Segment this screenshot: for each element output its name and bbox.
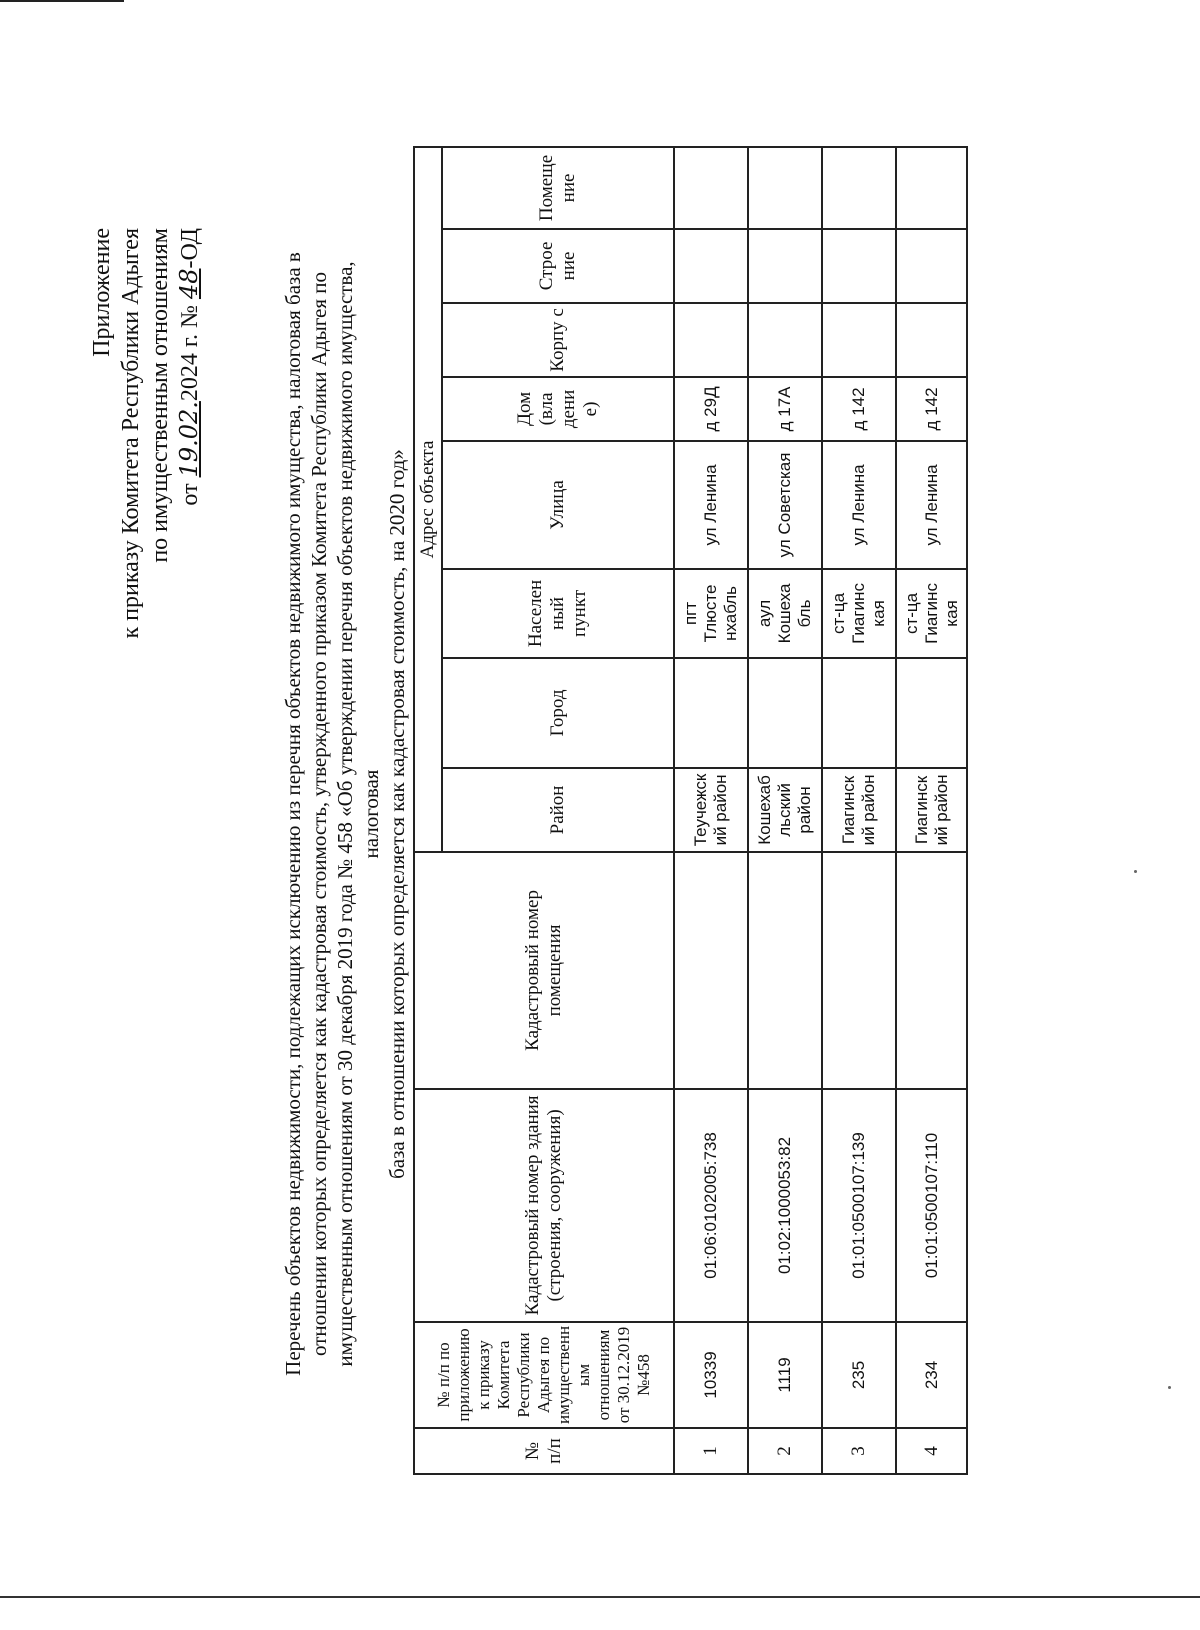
property-table	[413, 146, 968, 1475]
header-row-top	[414, 147, 442, 1474]
cell-cadastral-premises	[896, 852, 967, 1089]
cell-cadastral-building: 01:06:0102005:738	[674, 1089, 748, 1322]
cell-house: д 29Д	[674, 377, 748, 441]
cell-house: д 17А	[748, 377, 822, 441]
cell-num: 1	[674, 1428, 748, 1474]
cell-city	[896, 658, 967, 768]
cell-block	[674, 303, 748, 377]
cell-street: ул Советская	[748, 441, 822, 569]
title-line: база в отношении которых определяется как кадастровая стоимость, на 2020 год»	[385, 449, 409, 1179]
handwritten-date: 19.02.	[175, 401, 203, 478]
cell-room	[674, 147, 748, 229]
title-line: имущественным отношениям от 30 декабря 2019 года № 458 «Об утверждении перечня объектов недвижимого имущества, налоговая	[333, 261, 383, 1367]
cell-cadastral-premises	[748, 852, 822, 1089]
cell-block	[896, 303, 967, 377]
col-header-street: Улица	[442, 441, 674, 569]
cell-cadastral-premises	[674, 852, 748, 1089]
date-prefix: от	[177, 483, 203, 506]
cell-room	[748, 147, 822, 229]
table-row	[674, 147, 748, 1474]
number-suffix: -ОД	[177, 228, 203, 269]
cell-settlement: аул Кошеха бль	[748, 569, 822, 658]
table-row	[748, 147, 822, 1474]
cell-block	[748, 303, 822, 377]
cell-settlement: пгт Тлюсте нхабль	[674, 569, 748, 658]
cell-house: д 142	[822, 377, 896, 441]
cell-num: 3	[822, 1428, 896, 1474]
appendix-date-line	[175, 228, 205, 639]
cell-street: ул Ленина	[674, 441, 748, 569]
col-header-num: № п/п	[414, 1428, 674, 1474]
table-row	[896, 147, 967, 1474]
appendix-order-ref: к приказу Комитета Республики Адыгея	[118, 228, 144, 639]
document-title	[280, 244, 410, 1384]
col-header-structure: Строе ние	[442, 229, 674, 303]
col-header-district: Район	[442, 768, 674, 852]
cell-num: 2	[748, 1428, 822, 1474]
cell-structure	[674, 229, 748, 303]
cell-structure	[822, 229, 896, 303]
cell-cadastral-building: 01:01:0500107:139	[822, 1089, 896, 1322]
col-header-city: Город	[442, 658, 674, 768]
cell-room	[822, 147, 896, 229]
appendix-committee: по имущественным отношениям	[147, 228, 173, 563]
cell-block	[822, 303, 896, 377]
col-header-block: Корпу с	[442, 303, 674, 377]
title-line: отношении которых определяется как кадастровая стоимость, утвержденного приказом Комитета Республики Адыгея по	[307, 271, 331, 1357]
cell-house: д 142	[896, 377, 967, 441]
col-header-settlement: Населен ный пункт	[442, 569, 674, 658]
appendix-label: Приложение	[89, 228, 115, 357]
cell-street: ул Ленина	[896, 441, 967, 569]
appendix-header	[88, 228, 205, 639]
table-row	[822, 147, 896, 1474]
cell-city	[674, 658, 748, 768]
col-header-order-num: № п/п по приложению к приказу Комитета Республики Адыгея по имущественн ым отношениям от 30.12.2019 №458	[414, 1322, 674, 1428]
cell-cadastral-building: 01:02:1000053:82	[748, 1089, 822, 1322]
cell-order-num: 234	[896, 1322, 967, 1428]
col-header-house: Дом (вла дени е)	[442, 377, 674, 441]
cell-district: Гиагинск ий район	[896, 768, 967, 852]
col-header-cadastral-premises: Кадастровый номер помещения	[414, 852, 674, 1089]
title-line: Перечень объектов недвижимости, подлежащих исключению из перечня объектов недвижимого имущества, налоговая база в	[281, 252, 305, 1376]
handwritten-number: 48	[175, 268, 203, 300]
cell-room	[896, 147, 967, 229]
cell-street: ул Ленина	[822, 441, 896, 569]
cell-district: Гиагинск ий район	[822, 768, 896, 852]
cell-city	[822, 658, 896, 768]
cell-structure	[748, 229, 822, 303]
cell-cadastral-building: 01:01:0500107:110	[896, 1089, 967, 1322]
cell-district: Кошехаб льский район	[748, 768, 822, 852]
cell-city	[748, 658, 822, 768]
cell-settlement: ст-ца Гиагинс кая	[896, 569, 967, 658]
cell-num: 4	[896, 1428, 967, 1474]
cell-order-num: 1119	[748, 1322, 822, 1428]
col-header-cadastral-building: Кадастровый номер здания (строения, сооружения)	[414, 1089, 674, 1322]
cell-order-num: 10339	[674, 1322, 748, 1428]
cell-cadastral-premises	[822, 852, 896, 1089]
col-header-room: Помеще ние	[442, 147, 674, 229]
cell-district: Теучежск ий район	[674, 768, 748, 852]
col-header-address: Адрес объекта	[414, 147, 442, 852]
cell-order-num: 235	[822, 1322, 896, 1428]
cell-settlement: ст-ца Гиагинс кая	[822, 569, 896, 658]
cell-structure	[896, 229, 967, 303]
date-year: 2024 г. №	[177, 305, 203, 402]
